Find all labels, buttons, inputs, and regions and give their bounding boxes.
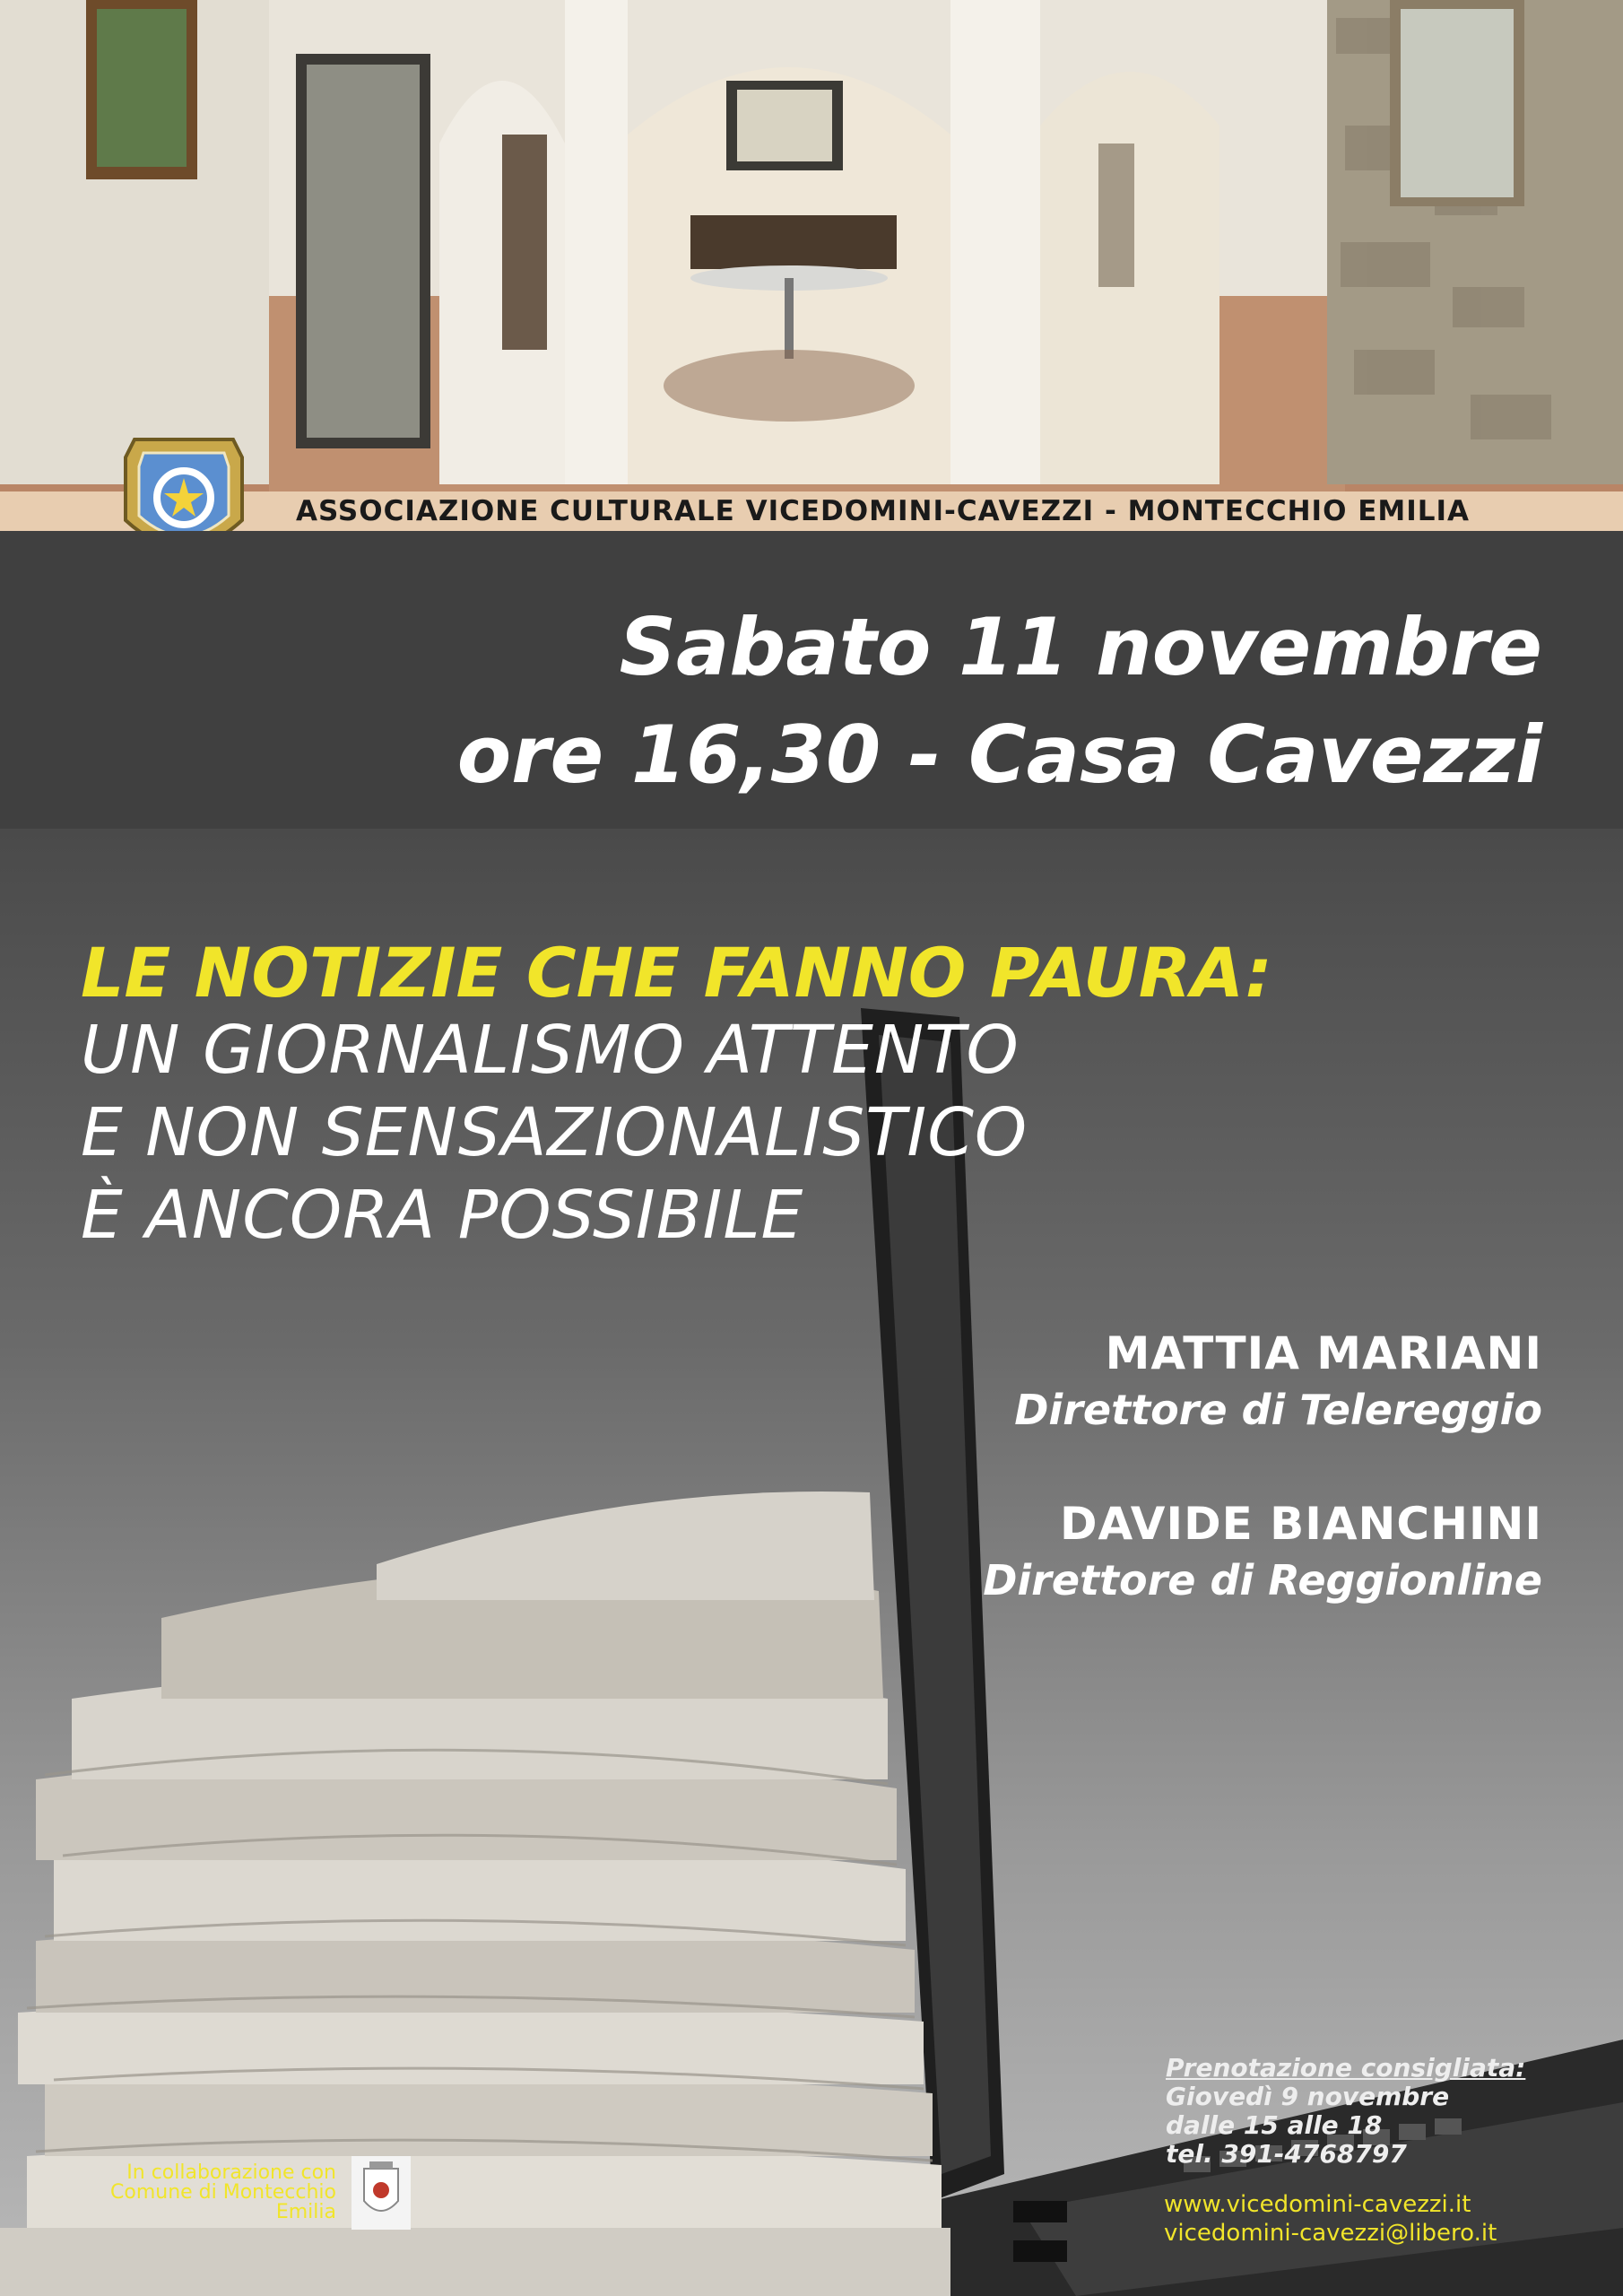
booking-day: Giovedì 9 novembre: [1166, 2082, 1450, 2111]
talk-subtitle-line-3: È ANCORA POSSIBILE: [81, 1177, 804, 1254]
talk-subtitle-line-2: E NON SENSAZIONALISTICO: [81, 1094, 1028, 1171]
association-name: ASSOCIAZIONE CULTURALE VICEDOMINI-CAVEZZI - MONTECCHIO EMILIA: [296, 495, 1471, 527]
booking-hours: dalle 15 alle 18: [1166, 2110, 1383, 2140]
event-date: Sabato 11 novembre: [619, 601, 1542, 693]
booking-heading: Prenotazione consigliata:: [1166, 2053, 1526, 2083]
speaker-1-name: MATTIA MARIANI: [1105, 1327, 1542, 1379]
speaker-1-role: Direttore di Telereggio: [1014, 1386, 1542, 1434]
collaboration-line-2: Comune di Montecchio: [110, 2181, 336, 2204]
gallery-photo: [0, 0, 1623, 493]
collaboration-note: [81, 2163, 336, 2222]
speaker-2-name: DAVIDE BIANCHINI: [1059, 1498, 1542, 1550]
email-link[interactable]: vicedomini-cavezzi@libero.it: [1164, 2220, 1497, 2247]
booking-phone: tel. 391-4768797: [1166, 2139, 1407, 2169]
booking-info: [1166, 2054, 1525, 2169]
collaboration-line-3: Emilia: [275, 2201, 336, 2223]
comune-crest-icon: [352, 2156, 411, 2230]
event-time-place: ore 16,30 - Casa Cavezzi: [456, 709, 1542, 801]
collaboration-line-1: In collaborazione con: [126, 2161, 336, 2184]
talk-subtitle-line-1: UN GIORNALISMO ATTENTO: [81, 1012, 1020, 1089]
talk-headline: LE NOTIZIE CHE FANNO PAURA:: [81, 933, 1272, 1013]
website-link[interactable]: www.vicedomini-cavezzi.it: [1164, 2191, 1471, 2218]
contact-info: [1164, 2190, 1497, 2248]
speaker-2-role: Direttore di Reggionline: [983, 1556, 1542, 1605]
